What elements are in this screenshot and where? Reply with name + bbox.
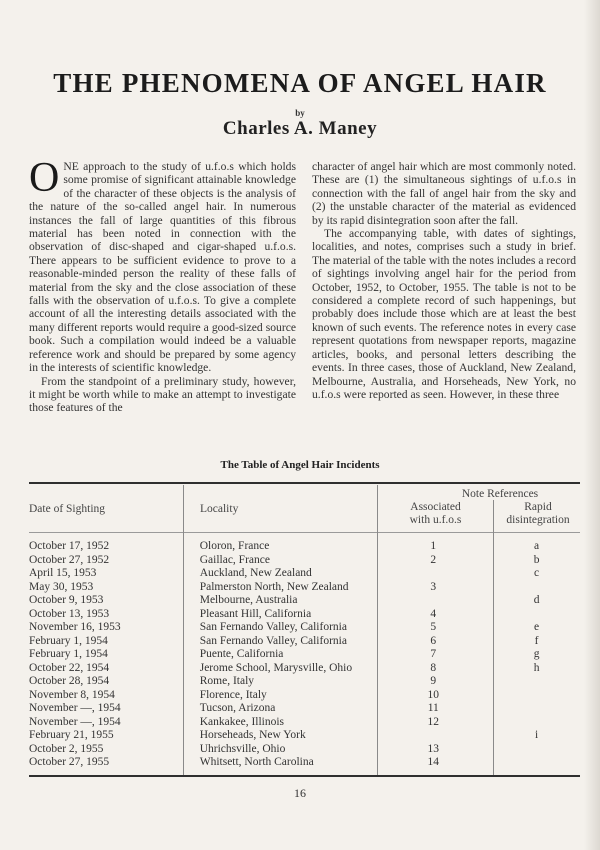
paragraph: character of angel hair which are most commonly noted. These are (1) the simultaneous sightings of u.f.o.s in connection with the fall of angel hair from the sky and (2) the unstable character of the material as evidenced by its rapid disintegration soon after the fall.	[312, 160, 576, 227]
table-row: November 8, 1954 Florence, Italy 10	[29, 688, 440, 701]
table-top-rule	[29, 482, 580, 484]
header-rapid-disintegration: Rapid disintegration	[506, 501, 570, 526]
table-row: October 17, 1952 Oloron, France 1 a	[29, 540, 540, 552]
table-row: May 30, 1953 Palmerston North, New Zealand 3	[29, 580, 437, 593]
paragraph: The accompanying table, with dates of sightings, localities, and notes, comprises such a study in brief. The material of the table with the notes includes a record of sightings involving angel hair for the period from October, 1952, to October, 1955. The table is not to be considered a complete record of such happenings, but probably does include those which are at least the best known of such events. The reference notes in every case represent quotations from newspaper reports, magazine articles, books, and personal letters describing the events. In three cases, those of Auckland, New Zealand, Melbourne, Australia, and Horseheads, New York, no u.f.o.s were reported as seen. However, in these three	[312, 227, 576, 401]
header-locality: Locality	[200, 503, 239, 515]
table-row: October 9, 1953 Melbourne, Australia d	[29, 594, 540, 606]
table-bottom-rule	[29, 775, 580, 777]
table-row: October 27, 1952 Gaillac, France 2 b	[29, 553, 540, 566]
table-row: November —, 1954 Tucson, Arizona 11	[29, 702, 439, 714]
table-body	[29, 540, 580, 770]
table-row: February 21, 1955 Horseheads, New York i	[29, 729, 539, 741]
right-column	[312, 160, 576, 401]
table-header-rule	[29, 532, 580, 533]
paragraph: From the standpoint of a preliminary study, however, it might be worth while to make an attempt to investigate those features of the	[29, 374, 296, 415]
table-row: February 1, 1954 San Fernando Valley, California 6 f	[29, 634, 539, 647]
header-note-references: Note References	[461, 488, 539, 500]
drop-cap: O	[29, 155, 60, 201]
page-number: 16	[294, 786, 306, 800]
table-row: October 13, 1953 Pleasant Hill, California 4	[29, 607, 437, 620]
table-row: November 16, 1953 San Fernando Valley, California 5 e	[29, 621, 540, 633]
table-row: October 27, 1955 Whitsett, North Carolina 14	[29, 756, 440, 768]
table-row: November —, 1954 Kankakee, Illinois 12	[29, 715, 440, 728]
header-date: Date of Sighting	[29, 503, 106, 515]
table-row: April 15, 1953 Auckland, New Zealand c	[29, 567, 540, 579]
table-row: February 1, 1954 Puente, California 7 g	[29, 648, 540, 660]
header-associated: Associated with u.f.o.s	[409, 501, 462, 526]
article-title: THE PHENOMENA OF ANGEL HAIR	[53, 68, 547, 98]
table-title: The Table of Angel Hair Incidents	[220, 459, 380, 471]
table-row: October 28, 1954 Rome, Italy 9	[29, 675, 437, 687]
author-name: Charles A. Maney	[222, 118, 378, 139]
table-row: October 2, 1955 Uhrichsville, Ohio 13	[29, 742, 440, 755]
table-row: October 22, 1954 Jerome School, Marysville, Ohio 8 h	[29, 661, 540, 674]
byline: by	[295, 108, 305, 118]
left-column	[29, 155, 296, 415]
paragraph: ONE approach to the study of u.f.o.s which holds some promise of significant attainable knowledge of the character of these objects is the analysis of the nature of the so-called angel hair. In numerous instances the fall of large quantities of this fibrous material has been noted in connection with the observation of disc-shaped and cigar-shaped u.f.o.s. There appears to be sufficient evidence to prove to a reasonable-minded person the reality of these falls of material from the sky and the close association of these falls with the observation of u.f.o.s. To give a complete account of all the interesting details associated with the many different reports would require a good-sized source book. Such a compilation would indeed be a valuable reference work and should be prepared by some agency in the interests of scientific knowledge.	[29, 155, 296, 375]
